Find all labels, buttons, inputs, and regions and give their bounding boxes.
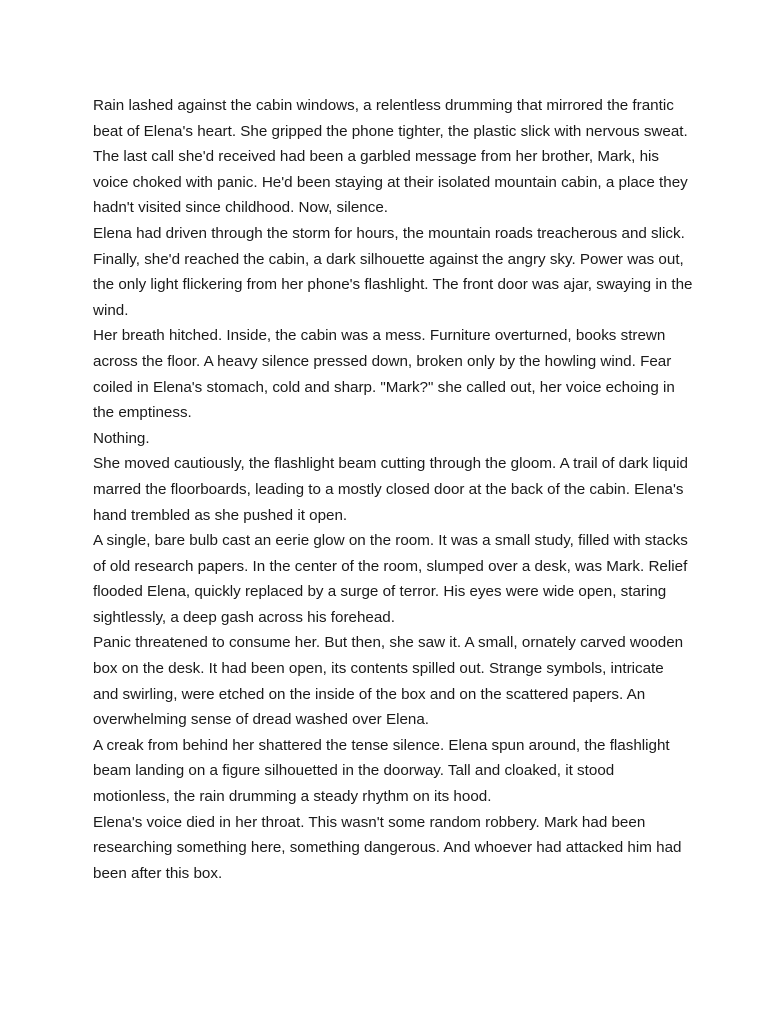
paragraph: Elena had driven through the storm for hours, the mountain roads treacherous and slick. Finally, she'd reached the cabin, a dark silhouette against the angry sky. Power was out, the only light flickering from her phone's flashlight. The front door was ajar, swaying in the wind. xyxy=(93,224,693,319)
story-body xyxy=(93,93,693,886)
paragraph: Her breath hitched. Inside, the cabin was a mess. Furniture overturned, books strewn across the floor. A heavy silence pressed down, broken only by the howling wind. Fear coiled in Elena's stomach, cold and sharp. "Mark?" she called out, her voice echoing in the emptiness. xyxy=(93,327,675,422)
paragraph: She moved cautiously, the flashlight beam cutting through the gloom. A trail of dark liquid marred the floorboards, leading to a mostly closed door at the back of the cabin. Elena's hand trembled as she pushed it open. xyxy=(93,455,688,524)
paragraph: Rain lashed against the cabin windows, a relentless drumming that mirrored the frantic beat of Elena's heart. She gripped the phone tighter, the plastic slick with nervous sweat. The last call she'd received had been a garbled message from her brother, Mark, his voice choked with panic. He'd been staying at their isolated mountain cabin, a place they hadn't visited since childhood. Now, silence. xyxy=(93,97,688,217)
paragraph: A creak from behind her shattered the tense silence. Elena spun around, the flashlight beam landing on a figure silhouetted in the doorway. Tall and cloaked, it stood motionless, the rain drumming a steady rhythm on its hood. xyxy=(93,736,670,806)
paragraph: A single, bare bulb cast an eerie glow on the room. It was a small study, filled with stacks of old research papers. In the center of the room, slumped over a desk, was Mark. Relief flooded Elena, quickly replaced by a surge of terror. His eyes were wide open, staring sightlessly, a deep gash across his forehead. xyxy=(93,532,688,626)
paragraph: Nothing. xyxy=(93,429,150,447)
paragraph: Elena's voice died in her throat. This wasn't some random robbery. Mark had been researching something here, something dangerous. And whoever had attacked him had been after this box. xyxy=(93,813,682,882)
paragraph: Panic threatened to consume her. But then, she saw it. A small, ornately carved wooden box on the desk. It had been open, its contents spilled out. Strange symbols, intricate and swirling, were etched on the inside of the box and on the scattered papers. An overwhelming sense of dread washed over Elena. xyxy=(93,634,684,729)
